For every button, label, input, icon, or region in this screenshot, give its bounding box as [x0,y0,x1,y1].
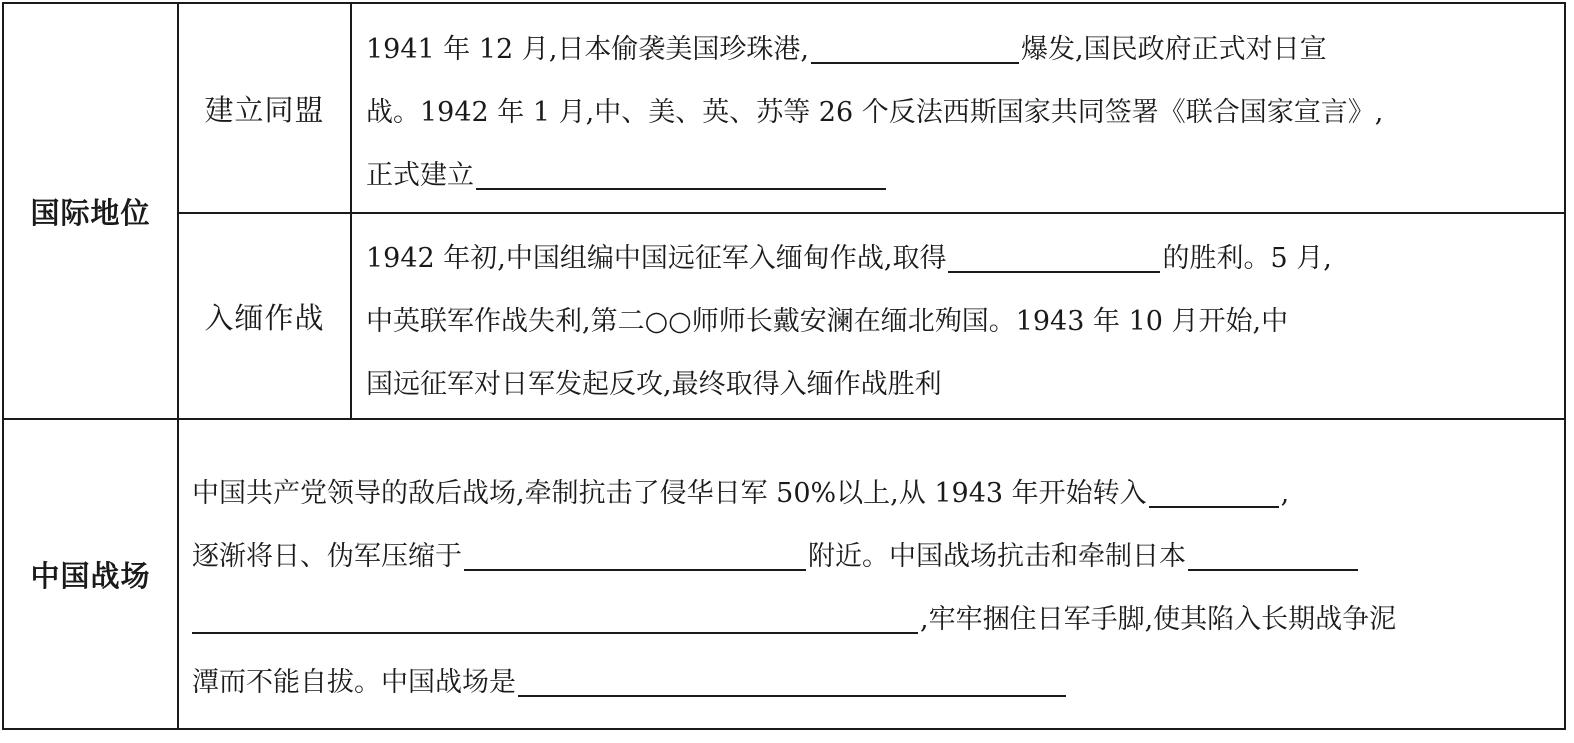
content-burma-campaign [366,227,1556,416]
content-line: 中英联军作战失利,第二○○师师长戴安澜在缅北殉国。1943 年 10 月开始,中 [366,306,1289,337]
text-segment: ,牢牢捆住日军手脚,使其陷入长期战争泥 [920,604,1397,635]
answer-blank[interactable] [476,144,886,190]
column-divider-2 [350,4,352,418]
content-line [366,227,1556,290]
row-heading-international-status: 国际地位 [30,195,151,230]
answer-blank[interactable] [1149,462,1279,508]
content-line [192,651,1558,714]
content-china-theater [192,462,1558,714]
content-alliance [366,18,1556,207]
content-line [366,144,1556,207]
subheading-alliance: 建立同盟 [204,92,325,127]
answer-blank[interactable] [1188,525,1358,571]
content-line: 战。1942 年 1 月,中、美、英、苏等 26 个反法西斯国家共同签署《联合国家宣言》, [366,97,1384,128]
text-segment: 附近。中国战场抗击和牵制日本 [808,541,1186,572]
answer-blank[interactable] [811,18,1019,64]
row-heading-china-theater: 中国战场 [30,558,151,593]
row-divider-inner [177,212,1564,214]
text-segment: 爆发,国民政府正式对日宣 [1020,34,1327,65]
content-line [366,18,1556,81]
content-line [192,525,1558,588]
answer-blank[interactable] [518,651,1066,697]
text-segment: 1942 年初,中国组编中国远征军入缅甸作战,取得 [366,243,947,274]
subheading-burma-campaign: 入缅作战 [204,300,325,335]
content-line: 国远征军对日军发起反攻,最终取得入缅作战胜利 [366,369,942,400]
text-segment: , [1280,478,1290,509]
text-segment: 逐渐将日、伪军压缩于 [192,541,462,572]
content-line [192,588,1558,651]
answer-blank[interactable] [464,525,806,571]
answer-blank[interactable] [192,588,918,634]
history-fill-in-table [2,2,1566,730]
column-divider-bottom [177,418,179,728]
text-segment: 的胜利。5 月, [1162,243,1332,274]
row-divider-main [4,418,1564,420]
text-segment: 正式建立 [366,160,474,191]
answer-blank[interactable] [948,227,1160,273]
content-line [192,462,1558,525]
text-segment: 潭而不能自拔。中国战场是 [192,667,516,698]
text-segment: 1941 年 12 月,日本偷袭美国珍珠港, [366,34,809,65]
text-segment: 中国共产党领导的敌后战场,牵制抗击了侵华日军 50%以上,从 1943 年开始转入 [192,478,1147,509]
